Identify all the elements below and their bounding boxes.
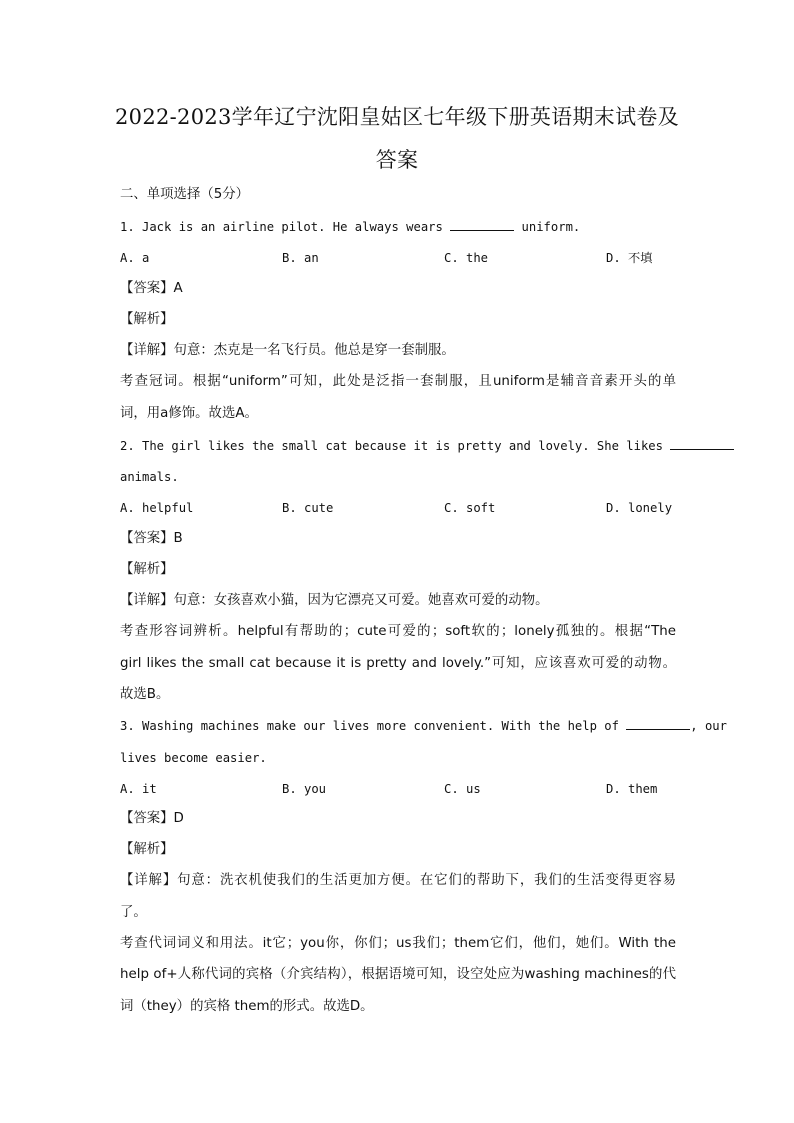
question-1-stem [120, 218, 676, 236]
question-3-explanation-line-2: help of+人称代词的宾格（介宾结构），根据语境可知，设空处应为washing machines的代 [120, 967, 676, 982]
question-3-detail-line-2: 了。 [120, 905, 147, 920]
question-3-answer: 【答案】D [120, 811, 184, 826]
question-2-option-a: A. helpful [120, 501, 194, 515]
question-1-detail: 【详解】句意：杰克是一名飞行员。他总是穿一套制服。 [120, 343, 455, 358]
question-3-option-a: A. it [120, 782, 157, 796]
question-1-option-a: A. a [120, 251, 150, 265]
question-1-explanation-line-2: 词，用a修饰。故选A。 [120, 406, 258, 421]
document-title-line-1: 2022-2023学年辽宁沈阳皇姑区七年级下册英语期末试卷及 [115, 105, 679, 129]
question-1-option-c: C. the [444, 251, 489, 265]
question-1-option-b: B. an [282, 251, 319, 265]
question-1-stem-start: 1. Jack is an airline pilot. He always wears [120, 220, 443, 234]
question-2-explanation-line-2: girl likes the small cat because it is pretty and lovely.”可知，应该喜欢可爱的动物。 [120, 656, 676, 671]
question-2-stem-continued: animals. [120, 470, 179, 484]
question-3-detail-line-1: 【详解】句意：洗衣机使我们的生活更加方便。在它们的帮助下，我们的生活变得更容易 [120, 873, 676, 888]
question-2-stem [120, 437, 676, 455]
question-2-answer: 【答案】B [120, 531, 183, 546]
question-2-blank [670, 437, 734, 450]
question-3-stem-continued: lives become easier. [120, 751, 267, 765]
question-1-stem-end: uniform. [521, 220, 581, 234]
question-3-option-c: C. us [444, 782, 481, 796]
question-2-option-c: C. soft [444, 501, 496, 515]
document-title-line-2: 答案 [375, 148, 419, 172]
question-3-analysis-label: 【解析】 [120, 842, 174, 857]
question-2-detail: 【详解】句意：女孩喜欢小猫，因为它漂亮又可爱。她喜欢可爱的动物。 [120, 593, 549, 608]
question-1-answer: 【答案】A [120, 281, 183, 296]
question-1-explanation-line-1: 考查冠词。根据“uniform”可知，此处是泛指一套制服，且uniform是辅音音素开头的单 [120, 374, 676, 389]
question-3-explanation-line-1: 考查代词词义和用法。it它；you你，你们；us我们；them它们，他们，她们。With the [120, 936, 676, 951]
question-3-stem-start: 3. Washing machines make our lives more convenient. With the help of [120, 719, 619, 733]
question-2-explanation-line-1: 考查形容词辨析。helpful有帮助的；cute可爱的；soft软的；lonely孤独的。根据“The [120, 624, 676, 639]
question-3-stem [120, 717, 727, 735]
section-heading: 二、单项选择（5分） [120, 187, 250, 202]
question-3-blank [626, 717, 690, 730]
question-2-stem-start: 2. The girl likes the small cat because it is pretty and lovely. She likes [120, 439, 663, 453]
question-2-option-b: B. cute [282, 501, 334, 515]
question-1-blank [450, 218, 514, 231]
question-2-option-d: D. lonely [606, 501, 673, 515]
question-2-analysis-label: 【解析】 [120, 562, 174, 577]
question-1-option-d: D. 不填 [606, 251, 653, 265]
question-3-stem-tail: , our [690, 719, 727, 733]
question-2-explanation-line-3: 故选B。 [120, 687, 170, 702]
question-3-option-d: D. them [606, 782, 658, 796]
question-3-explanation-line-3: 词（they）的宾格 them的形式。故选D。 [120, 999, 374, 1014]
question-3-option-b: B. you [282, 782, 327, 796]
question-1-analysis-label: 【解析】 [120, 312, 174, 327]
